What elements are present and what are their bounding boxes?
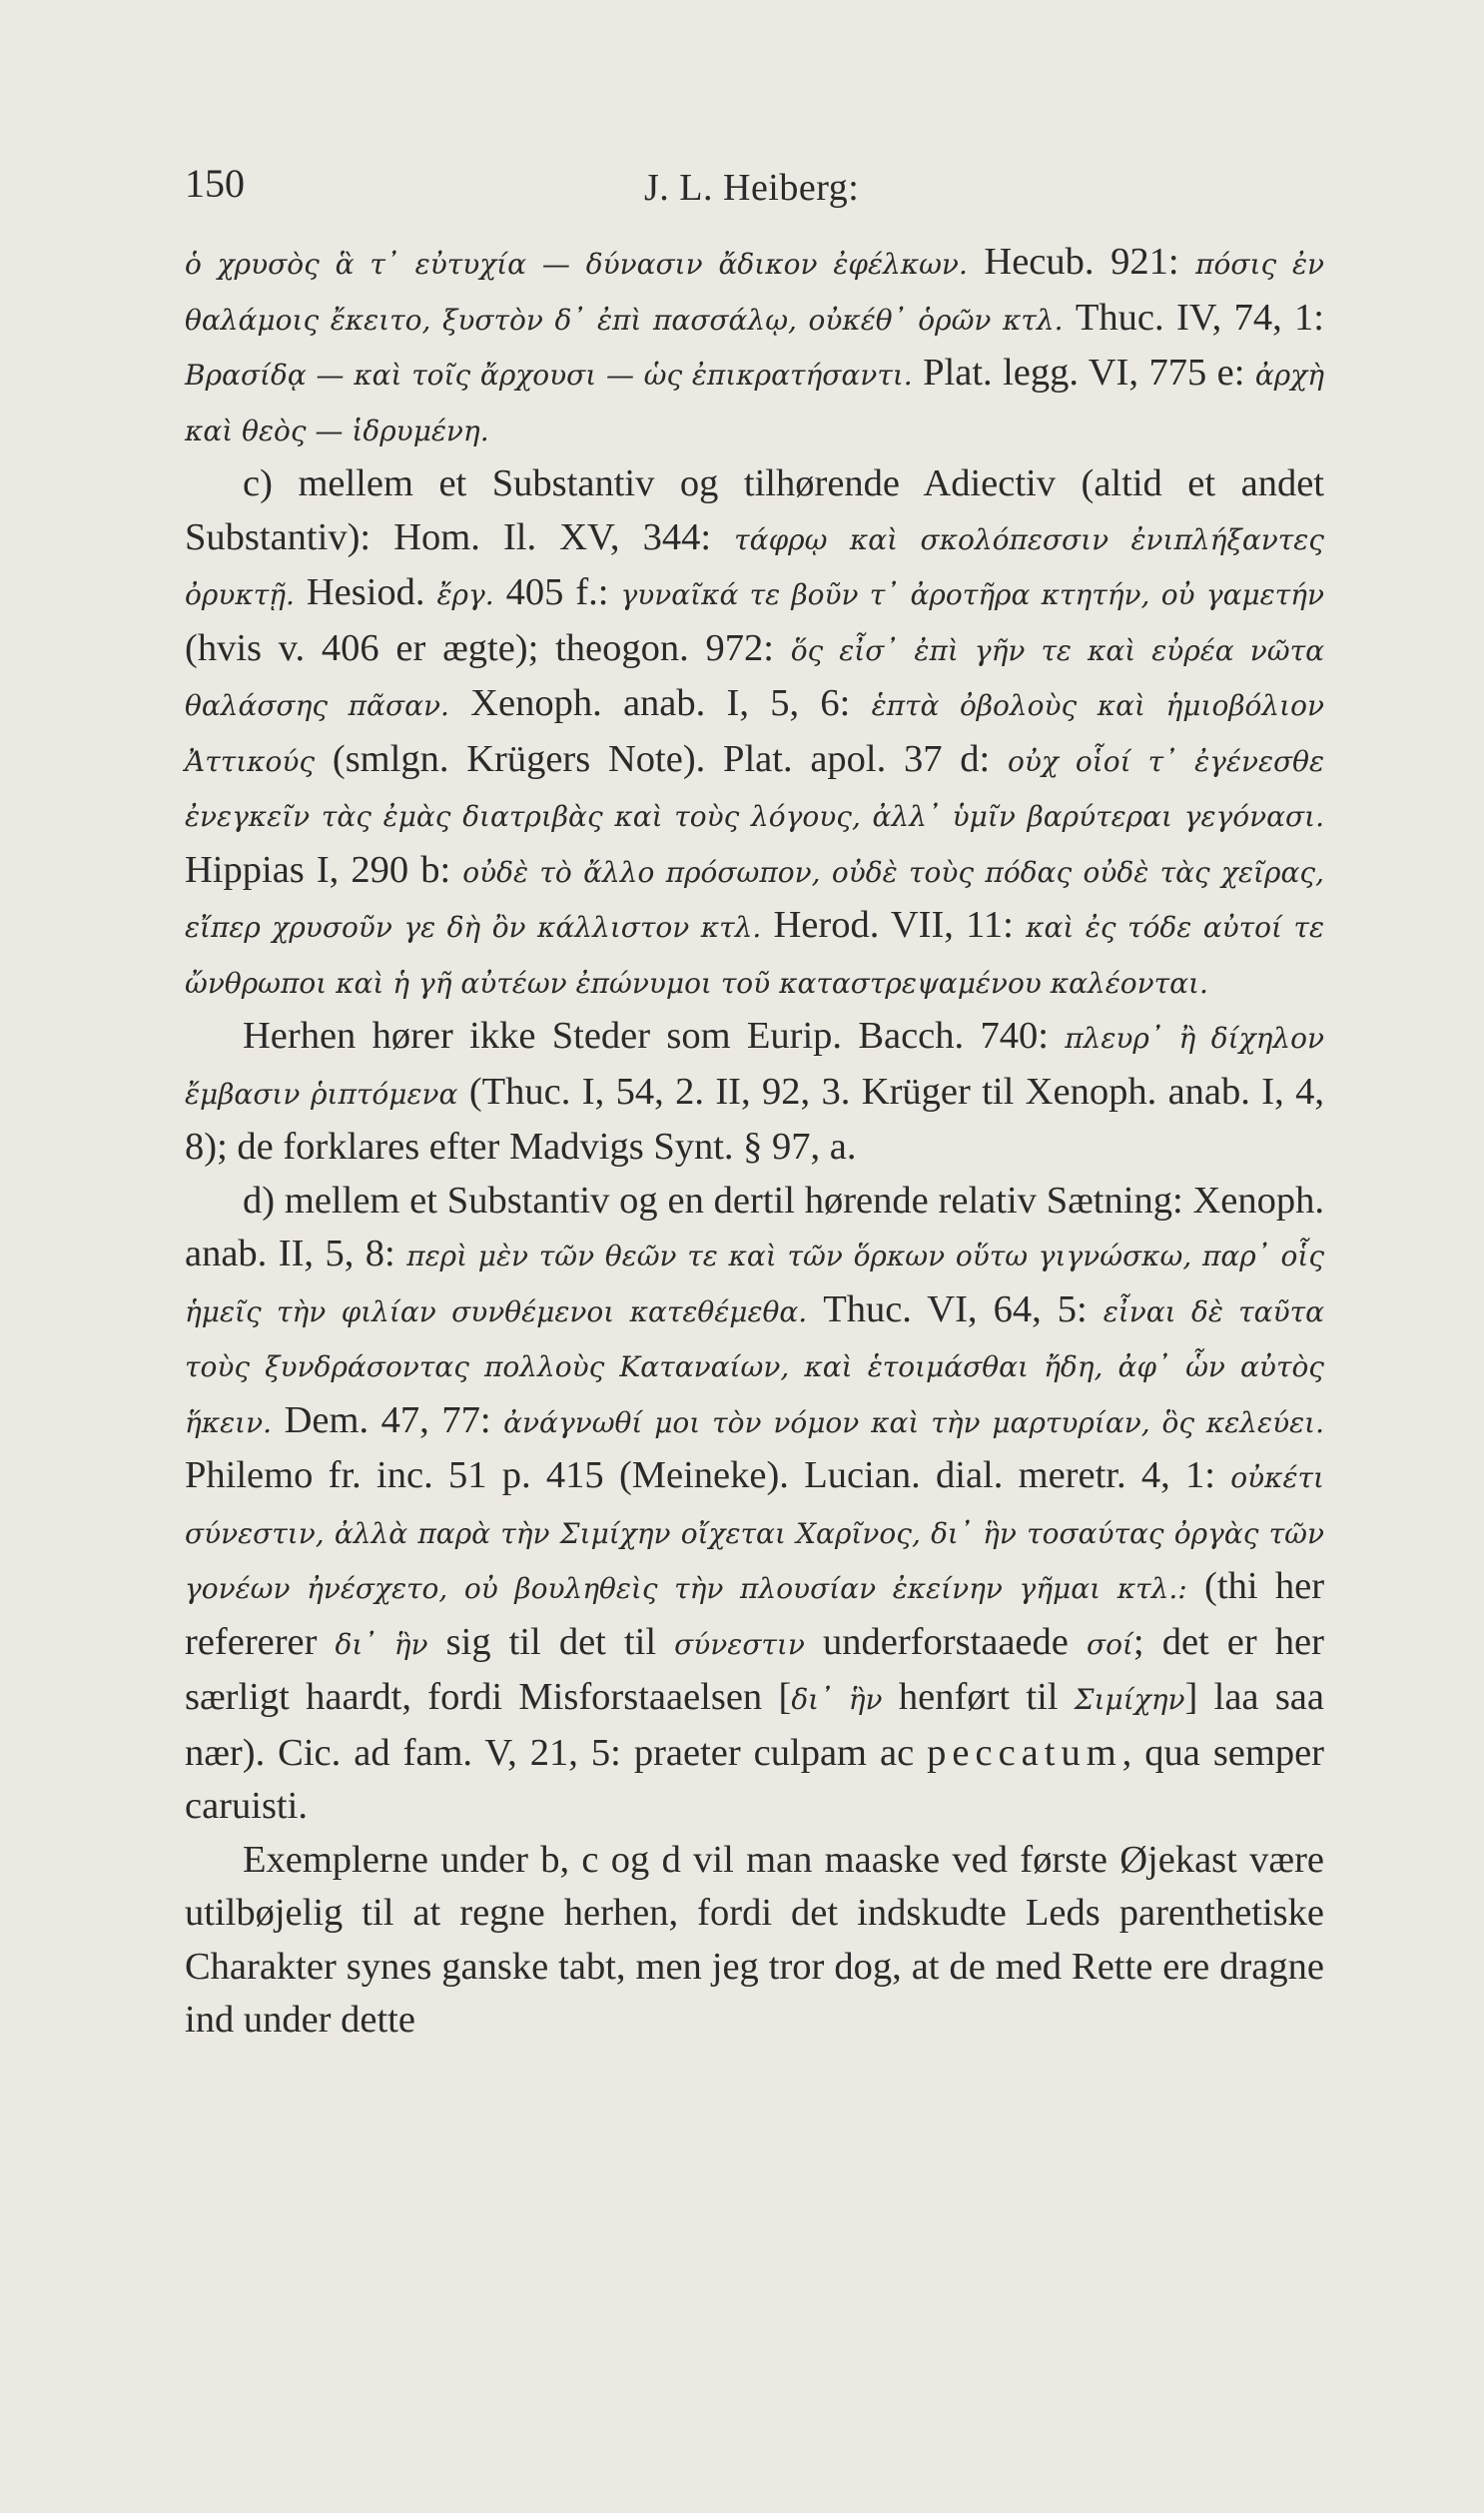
greek-quote: Βρασίδᾳ — καὶ τοῖς ἄρχουσι — ὡς ἐπικρατήσαντι. [185, 359, 913, 392]
greek-quote: δι᾽ ἣν [791, 1683, 883, 1716]
paragraph-d [185, 1175, 1324, 1834]
text-run: 405 f.: [493, 571, 621, 613]
greek-quote: καὶ ἐς τόδε αὐτοί τε ὤνθρωποι καὶ ἡ γῆ αὐτέων ἐπώνυμοι τοῦ καταστρεψαμένου καλέονται. [185, 911, 1324, 1000]
text-run: d) mellem et Substantiv og en dertil hørende relativ Sætning: Xenoph. anab. II, 5, 8: [185, 1179, 1324, 1274]
greek-quote: πόσις ἐν θαλάμοις ἔκειτο, ξυστὸν δ᾽ ἐπὶ πασσάλῳ, οὐκέθ᾽ ὁρῶν κτλ. [185, 248, 1325, 337]
greek-quote: ἀνάγνωθί μοι τὸν νόμον καὶ τὴν μαρτυρίαν, ὃς κελεύει. [503, 1405, 1324, 1439]
text-run: , qua semper caruisti. [185, 1731, 1324, 1827]
page-number: 150 [185, 161, 245, 206]
text-run: Thuc. VI, 64, 5: [807, 1287, 1104, 1330]
text-run: henført til [882, 1676, 1075, 1718]
text-run: Hippias I, 290 b: [185, 848, 463, 891]
greek-quote: οὐχ οἷοί τ᾽ ἐγένεσθε ἐνεγκεῖν τὰς ἐμὰς διατριβὰς καὶ τοὺς λόγους, ἀλλ᾽ ὑμῖν βαρύτεραι γεγόνασι. [185, 744, 1324, 833]
paragraph-herhen [185, 1010, 1324, 1175]
body-text [185, 236, 1324, 2048]
text-run: ] laa saa nær). Cic. ad fam. V, 21, 5: praeter culpam ac [185, 1676, 1324, 1774]
text-run: (Thuc. I, 54, 2. II, 92, 3. Krüger til Xenoph. anab. I, 4, 8); de forklares efter Madvigs Synt. § 97, a. [185, 1070, 1324, 1168]
text-run: Thuc. IV, 74, 1: [1063, 296, 1324, 339]
greek-quote: πλευρ᾽ ἢ δίχηλον ἔμβασιν ῥιπτόμενα [185, 1022, 1324, 1111]
text-run: Herhen hører ikke Steder som Eurip. Bacch. 740: [243, 1015, 1066, 1057]
greek-quote: ἀρχὴ καὶ θεὸς — ἱδρυμένη. [185, 359, 1324, 447]
text-run: sig til det til [427, 1620, 675, 1663]
greek-quote: ἑπτὰ ὀβολοὺς καὶ ἡμιοβόλιον Ἀττικούς [185, 689, 1324, 778]
text-run: Exemplerne under b, c og d vil man maaske ved første Øjekast være utilbøjelig til at regne herhen, fordi det indskudte Leds parenthetiske Charakter synes ganske tabt, men jeg tror dog, at de med Rette ere dragne ind under dette [185, 1838, 1324, 2041]
page-header [185, 160, 1324, 220]
greek-quote: οὐδὲ τὸ ἄλλο πρόσωπον, οὐδὲ τοὺς πόδας οὐδὲ τὰς χεῖρας, εἴπερ χρυσοῦν γε δὴ ὂν κάλλιστον κτλ. [185, 855, 1324, 944]
greek-quote: εἶναι δὲ ταῦτα τοὺς ξυνδράσοντας πολλοὺς Καταναίων, καὶ ἑτοιμάσθαι ἤδη, ἀφ᾽ ὧν αὐτὸς ἥκειν. [185, 1294, 1325, 1439]
text-run: ; det er her særligt haardt, fordi Misforstaaelsen [ [185, 1620, 1324, 1718]
greek-quote: σοί [1086, 1627, 1133, 1661]
greek-quote: γυναῖκά τε βοῦν τ᾽ ἀροτῆρα κτητήν, οὐ γαμετήν [620, 578, 1324, 611]
greek-quote: ἔργ. [436, 578, 494, 611]
greek-quote: σύνεστιν [674, 1627, 805, 1661]
text-run: (thi her refererer [185, 1565, 1325, 1663]
greek-quote: περὶ μὲν τῶν θεῶν τε καὶ τῶν ὅρκων οὕτω γιγνώσκω, παρ᾽ οἷς ἡμεῖς τὴν φιλίαν συνθέμενοι κατεθέμεθα. [185, 1240, 1325, 1328]
running-head: J. L. Heiberg: [644, 167, 860, 209]
text-run: Plat. legg. VI, 775 e: [912, 352, 1255, 394]
text-run: Dem. 47, 77: [272, 1398, 504, 1441]
text-run: (smlgn. Krügers Note). Plat. apol. 37 d: [315, 737, 1009, 780]
text-run: Xenoph. anab. I, 5, 6: [448, 682, 872, 724]
text-run: c) mellem et Substantiv og tilhørende Adiectiv (altid et andet Substantiv): Hom. Il. XV, 344: [185, 462, 1324, 558]
text-run: underforstaaede [804, 1620, 1087, 1663]
text-run: (hvis v. 406 er ægte); theogon. 972: [185, 626, 791, 669]
text-run: Herod. VII, 11: [761, 904, 1027, 946]
paragraph-b-continuation [185, 236, 1324, 457]
greek-quote: Σιμίχην [1074, 1683, 1185, 1716]
paragraph-c [185, 457, 1324, 1010]
text-run: Hesiod. [294, 571, 437, 613]
greek-quote: ὅς εἶσ᾽ ἐπὶ γῆν τε καὶ εὐρέα νῶτα θαλάσσης πᾶσαν. [185, 633, 1325, 722]
greek-quote: δι᾽ ἣν [335, 1627, 428, 1661]
spaced-emphasis: peccatum [927, 1731, 1122, 1774]
greek-quote: τάφρῳ καὶ σκολόπεσσιν ἐνιπλήξαντες ὀρυκτῇ. [185, 522, 1324, 611]
greek-quote: ὁ χρυσὸς ἃ τ᾽ εὐτυχία — δύνασιν ἄδικον ἐφέλκων. [185, 248, 968, 281]
text-run: Philemo fr. inc. 51 p. 415 (Meineke). Lucian. dial. meretr. 4, 1: [185, 1454, 1231, 1496]
greek-quote: οὐκέτι σύνεστιν, ἀλλὰ παρὰ τὴν Σιμίχην οἴχεται Χαρῖνος, δι᾽ ἣν τοσαύτας ὀργὰς τῶν γονέων ἠνέσχετο, οὐ βουληθεὶς τὴν πλουσίαν ἐκείνην γῆμαι κτλ.: [185, 1461, 1324, 1605]
paragraph-exemplerne [185, 1834, 1324, 2048]
text-run: Hecub. 921: [967, 241, 1196, 283]
